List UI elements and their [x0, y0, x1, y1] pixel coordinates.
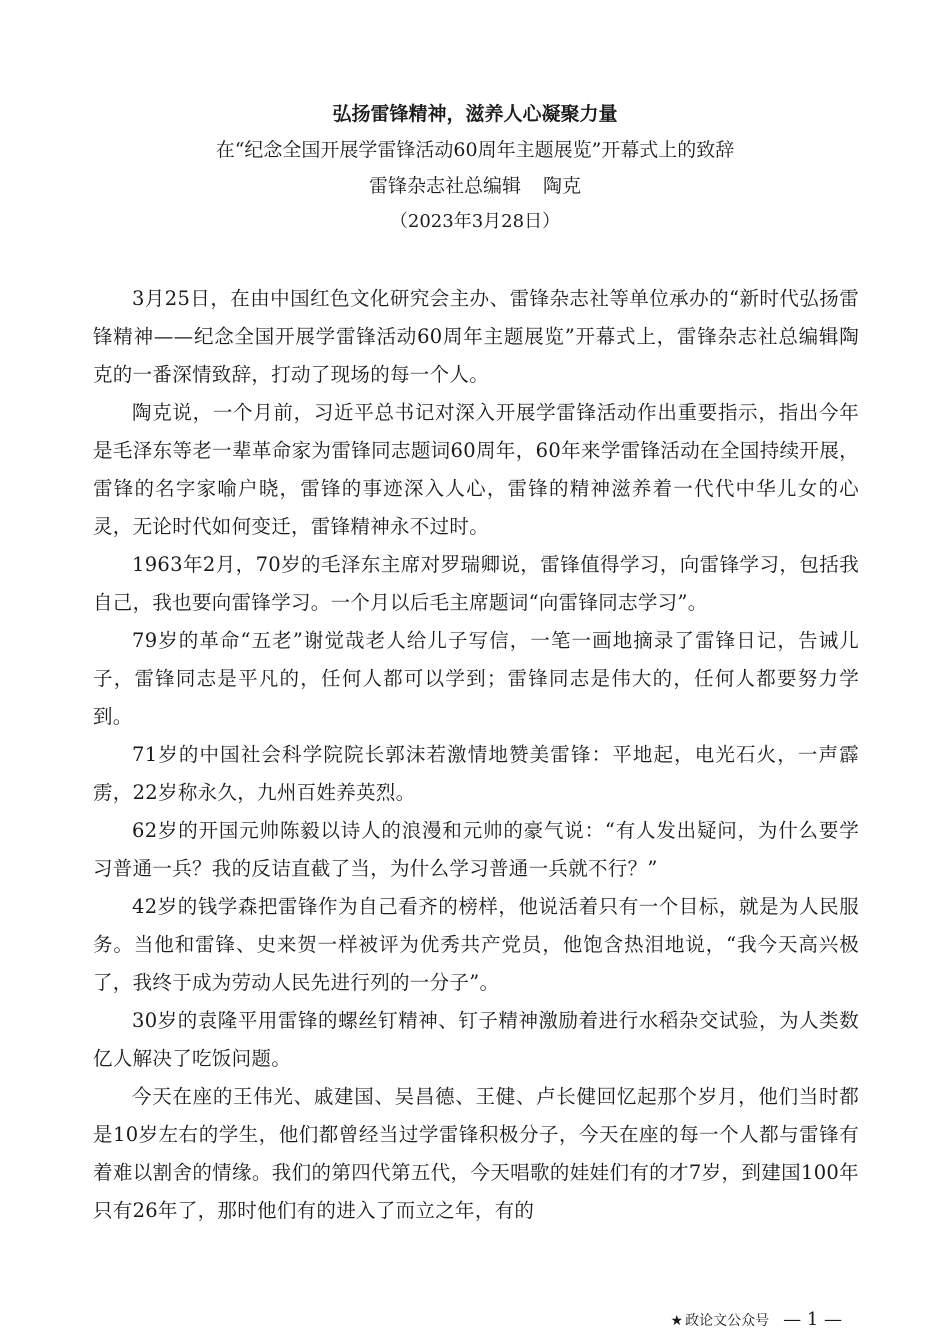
author-name: 陶克	[543, 175, 582, 197]
author-byline	[0, 168, 950, 204]
footer-source: 政论文公众号	[685, 1313, 770, 1329]
document-subtitle: 在“纪念全国开展学雷锋活动60周年主题展览”开幕式上的致辞	[215, 139, 735, 161]
speech-date: （2023年3月28日）	[389, 211, 561, 232]
author-role: 雷锋杂志社总编辑	[368, 175, 521, 197]
article-body	[93, 280, 859, 1230]
paragraph-1: 3月25日，在由中国红色文化研究会主办、雷锋杂志社等单位承办的“新时代弘扬雷锋精神——纪念全国开展学雷锋活动60周年主题展览”开幕式上，雷锋杂志社总编辑陶克的一番深情致辞，打动了现场的每一个人。	[93, 287, 859, 386]
paragraph-7: 42岁的钱学森把雷锋作为自己看齐的榜样，他说活着只有一个目标，就是为人民服务。当他和雷锋、史来贺一样被评为优秀共产党员，他饱含热泪地说，“我今天高兴极了，我终于成为劳动人民先进行列的一分子”。	[93, 895, 859, 994]
page-footer	[671, 1310, 842, 1331]
paragraph-2: 陶克说，一个月前，习近平总书记对深入开展学雷锋活动作出重要指示，指出今年是毛泽东等老一辈革命家为雷锋同志题词60周年，60年来学雷锋活动在全国持续开展，雷锋的名字家喻户晓，雷锋的事迹深入人心，雷锋的精神滋养着一代代中华儿女的心灵，无论时代如何变迁，雷锋精神永不过时。	[93, 401, 859, 538]
paragraph-5: 71岁的中国社会科学院院长郭沫若激情地赞美雷锋：平地起，电光石火，一声霹雳，22岁称永久，九州百姓养英烈。	[93, 743, 859, 804]
paragraph-3: 1963年2月，70岁的毛泽东主席对罗瑞卿说，雷锋值得学习，向雷锋学习，包括我自己，我也要向雷锋学习。一个月以后毛主席题词“向雷锋同志学习”。	[93, 553, 859, 614]
document-title: 弘扬雷锋精神，滋养人心凝聚力量	[332, 103, 618, 125]
star-icon: ★	[670, 1313, 684, 1329]
page-number: — 1 —	[783, 1309, 842, 1330]
paragraph-4: 79岁的革命“五老”谢觉哉老人给儿子写信，一笔一画地摘录了雷锋日记，告诫儿子，雷锋同志是平凡的，任何人都可以学到；雷锋同志是伟大的，任何人都要努力学到。	[93, 629, 859, 728]
paragraph-9: 今天在座的王伟光、戚建国、吴昌德、王健、卢长健回忆起那个岁月，他们当时都是10岁左右的学生，他们都曾经当过学雷锋积极分子，今天在座的每一个人都与雷锋有着难以割舍的情缘。我们的第四代第五代，今天唱歌的娃娃们有的才7岁，到建国100年只有26年了，那时他们有的进入了而立之年，有的	[93, 1085, 859, 1222]
document-header	[0, 96, 950, 240]
paragraph-8: 30岁的袁隆平用雷锋的螺丝钉精神、钉子精神激励着进行水稻杂交试验，为人类数亿人解决了吃饭问题。	[93, 1009, 859, 1070]
paragraph-6: 62岁的开国元帅陈毅以诗人的浪漫和元帅的豪气说：“有人发出疑问，为什么要学习普通一兵？我的反诘直截了当，为什么学习普通一兵就不行？”	[93, 819, 859, 880]
